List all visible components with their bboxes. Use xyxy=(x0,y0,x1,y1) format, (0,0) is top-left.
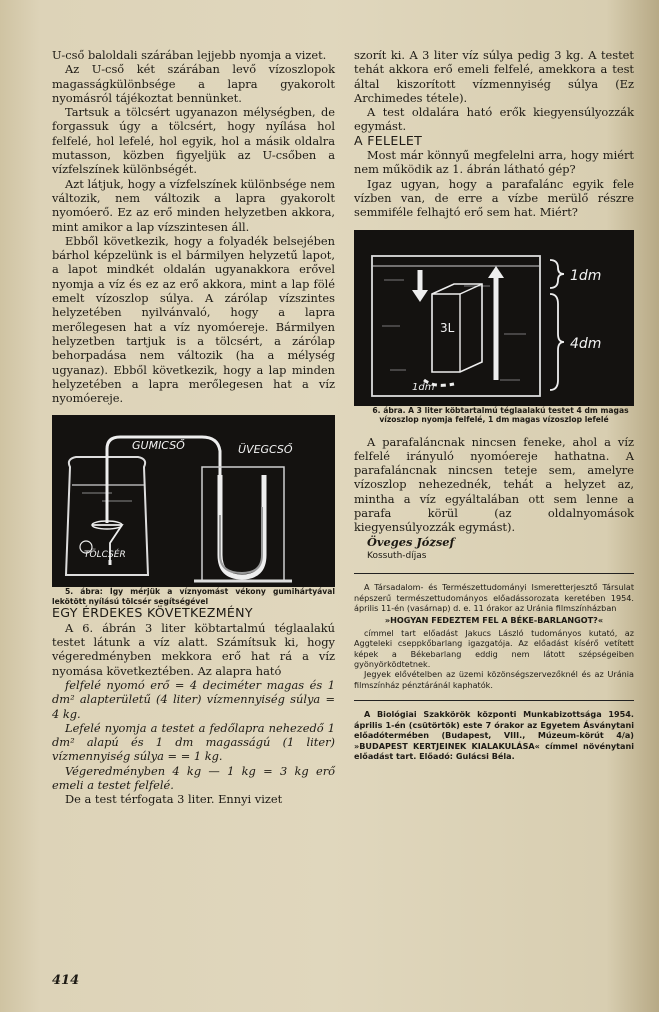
page-number: 414 xyxy=(52,973,80,988)
notice-lecture-2 xyxy=(354,709,634,761)
paragraph: A 6. ábrán 3 liter köbtartalmú téglaalakú testet látunk a víz alatt. Számítsuk ki, hogy végeredményben mekkora erő hat rá a víz nyomása következtében. Az alapra ható xyxy=(52,620,335,678)
paragraph: Tartsuk a tölcsért ugyanazon mélységben, de forgassuk úgy a tölcsért, hogy nyílása hol felfelé, hol lefelé, hol egyik, hol a másik oldalra mutasson, közben figyeljük az U-csőben a vízfelszínek különbségét. xyxy=(52,105,335,177)
notice-body: címmel tart előadást Jakucs László tudományos kutató, az Aggteleki cseppkőbarlang igazgatója. Az előadást kísérő vetített képek a Békebarlang eddig nem látott szépségeiben gyönyörködtetnek. xyxy=(354,627,634,670)
label-funnel: TÖLCSÉR xyxy=(84,550,126,561)
section-heading: EGY ÉRDEKES KÖVETKEZMÉNY xyxy=(52,605,253,621)
figure-6-caption: 6. ábra. A 3 liter köbtartalmú téglaalakú testet 4 dm magas vízoszlop nyomja felfelé, 1 dm magas vízoszlop lefelé xyxy=(372,405,629,425)
figure-6-drawing xyxy=(354,230,634,406)
notice-lecture-1 xyxy=(354,582,634,690)
label-4dm: 4dm xyxy=(570,335,602,352)
label-hose: GUMICSŐ xyxy=(132,439,185,453)
label-1dm-top: 1dm xyxy=(570,267,602,284)
paragraph: Lefelé nyomja a testet a fedőlapra nehezedő 1 dm² alapú és 1 dm magasságú (1 liter) vízmennyiség súlya = = 1 kg. xyxy=(52,720,335,764)
figure-6 xyxy=(354,230,634,406)
author-signature: Öveges József xyxy=(367,534,455,549)
notice-body: A Biológiai Szakkörök központi Munkabizottsága 1954. április 1-én (csütörtök) este 7 órakor az Egyetem Ásványtani előadótermében (Budapest, VIII., Múzeum-körút 4/a) »BUDAPEST KERTJEINEK KIALAKULÁSA« címmel növénytani előadást tart. Előadó: Gulácsi Béla. xyxy=(354,709,634,761)
paragraph: Az U-cső két szárában levő vízoszlopok magasságkülönbsége a lapra gyakorolt nyomásról tájékoztat bennünket. xyxy=(52,62,335,105)
figure-5 xyxy=(52,415,335,587)
divider xyxy=(354,573,634,574)
figure-5-drawing xyxy=(52,415,335,587)
label-1dm-bottom: 1dm xyxy=(412,381,435,393)
paragraph: felfelé nyomó erő = 4 deciméter magas és 1 dm² alapterületű (4 liter) vízmennyiség súlya = 4 kg. xyxy=(52,677,335,721)
divider xyxy=(354,700,634,701)
author-title: Kossuth-díjas xyxy=(367,550,427,561)
paragraph: szorít ki. A 3 liter víz súlya pedig 3 kg. A testet tehát akkora erő emeli felfelé, amekkora a test által kiszorított vízmennyiség súlya (Ez Archimedes tétele). xyxy=(354,48,634,105)
paragraph: A parafaláncnak nincsen feneke, ahol a víz felfelé irányuló nyomóereje hathatna. A parafaláncnak nincsen teteje sem, amelyre vízoszlop nehezednék, tehát a helyzet az, mintha a víz egyáltalában ott sem lenne a parafa körül (az oldalnyomások kiegyensúlyozzák egymást). xyxy=(354,434,634,535)
section-heading: A FELELET xyxy=(354,132,423,148)
paragraph: Most már könnyű megfelelni arra, hogy miért nem működik az 1. ábrán látható gép? xyxy=(354,148,634,177)
notice-title: »HOGYAN FEDEZTEM FEL A BÉKE-BARLANGOT?« xyxy=(384,615,604,626)
paragraph: Ebből következik, hogy a folyadék belsejében bárhol képzelünk is el bármilyen helyzetű lapot, a lapot mindkét oldalán ugyanakkora erővel nyomja a víz és ez az erő akkora, mint a lap fölé emelt vízoszlop súlya. A zárólap vízszintes helyzetében nyilvánvaló, hogy a lapra merőlegesen hat a víz nyomóereje. Bármilyen helyzetben tartjuk is a tölcsért, a zárólap behorpadása nem változik (ha a mélység ugyanaz). Ebből következik, hogy a lap minden helyzetében a lapra merőlegesen hat a víz nyomóereje. xyxy=(52,233,335,406)
paragraph: Végeredményben 4 kg — 1 kg = 3 kg erő emeli a testet felfelé. xyxy=(52,763,335,792)
figure-5-caption: 5. ábra: Így mérjük a víznyomást vékony gumihártyával lekötött nyílású tölcsér segítségével xyxy=(52,587,335,606)
label-3l: 3L xyxy=(440,320,455,335)
notice-intro: A Társadalom- és Természettudományi Ismeretterjesztő Társulat népszerű természettudományos előadássorozata keretében 1954. április 11-én (vasárnap) d. e. 11 órakor az Uránia filmszínházban xyxy=(354,582,634,614)
paragraph: De a test térfogata 3 liter. Ennyi vizet xyxy=(65,792,283,807)
paragraph: Azt látjuk, hogy a vízfelszínek különbsége nem változik, nem változik a lapra gyakorolt nyomóerő. Ez az erő minden helyzetben akkora, mint amikor a lap vízszintesen áll. xyxy=(52,176,335,234)
right-column xyxy=(354,48,634,761)
paragraph: Igaz ugyan, hogy a parafalánc egyik fele vízben van, de erre a vízbe merülő részre semmiféle felhajtó erő sem hat. Miért? xyxy=(354,176,634,220)
left-column xyxy=(52,48,335,807)
label-tube: ÜVEGCSŐ xyxy=(238,443,293,457)
paragraph: U-cső baloldali szárában lejjebb nyomja a vizet. xyxy=(52,48,327,62)
paragraph: A test oldalára ható erők kiegyensúlyozzák egymást. xyxy=(354,105,634,134)
notice-tickets: Jegyek elővételben az üzemi közönségszervezőknél és az Uránia filmszínház pénztáránál kaphatók. xyxy=(354,669,634,690)
